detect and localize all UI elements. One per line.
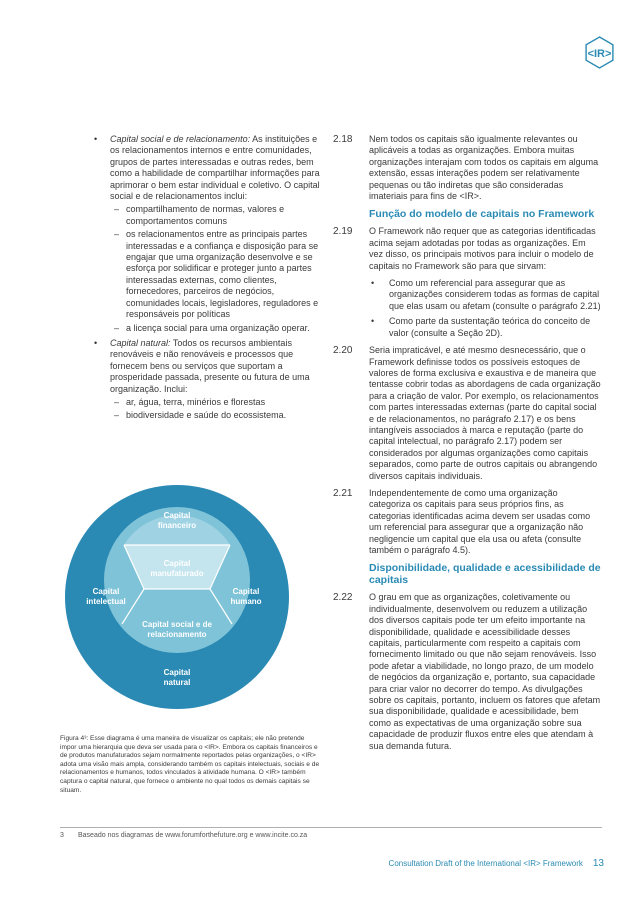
capitals-diagram xyxy=(60,484,322,712)
label-financeiro: Capital financeiro xyxy=(157,511,197,530)
paragraph-text: Seria impraticável, e até mesmo desnecessário, que o Framework definisse todos os possíveis estoques de valores de forma exclusiva e exaustiva e de maneira que tentasse cobrir todas as abordagens de cada organização para a criação de valor. Por exemplo, os relacionamentos com partes interessadas externas (parte do capital social e de relacionamentos, no parágrafo 2.17) e os bens intangíveis associados à marca e reputação (parte do capital intelectual, no parágrafo 2.17) podem ser considerados por algumas organizações como capitais separados, como parte de outros capitais ou abrangendo diversos capitais individuais. xyxy=(369,345,601,481)
list-item: – compartilhamento de normas, valores e comportamentos comuns xyxy=(110,204,322,227)
right-column xyxy=(333,134,601,758)
paragraph-text: Nem todos os capitais são igualmente relevantes ou aplicáveis a todas as organizações. Embora muitas organizações interajam com todos os capitais em alguma extensão, essas interações podem ser relativamente pequenas ou tão indiretas que são consideradas imateriais para fins de <IR>. xyxy=(369,134,599,202)
label-social: Capital social e de relacionamento xyxy=(142,620,212,639)
footnote xyxy=(60,832,307,839)
label-humano: Capital humano xyxy=(230,587,262,606)
paragraph-number: 2.18 xyxy=(333,134,353,145)
paragraph-text: O grau em que as organizações, coletivamente ou individualmente, desenvolvem ou reduzem a utilização dos diversos capitais pode ter um efeito importante na disponibilidade, qualidade e acessibilidade desses capitais, particularmente com respeito a capitais com fornecimento limitado ou que não sejam renováveis. Isso pode afetar a viabilidade, no longo prazo, de um modelo de negócios da organização e, portanto, sua capacidade para criar valor no decorrer do tempo. As divulgações sobre os capitais, portanto, incluem os fatores que afetam sua disponibilidade, qualidade e acessibilidade, bem como as expectativas de uma organização sobre sua capacidade de produzir fluxos entre eles que atendam à sua demanda futura. xyxy=(369,592,601,751)
paragraph-number: 2.22 xyxy=(333,592,353,604)
left-column xyxy=(60,134,322,426)
capitals-list xyxy=(60,134,322,422)
page-footer xyxy=(389,858,604,869)
paragraph-2-18 xyxy=(333,134,601,202)
section-heading: Função do modelo de capitais no Framework xyxy=(369,208,595,221)
footer-title: Consultation Draft of the International <IR> Framework xyxy=(388,859,583,868)
list-item: – biodiversidade e saúde do ecossistema. xyxy=(110,410,322,421)
list-item: – ar, água, terra, minérios e florestas xyxy=(110,397,322,408)
bullet-text: Todos os recursos ambientais renováveis e não renováveis e processos que fornecem bens ou serviços que suportam a prosperidade passada, presente ou futura de uma organização. Inclui: xyxy=(110,337,310,394)
section-heading: Disponibilidade, qualidade e acessibilidade de capitais xyxy=(369,562,601,587)
ir-logo-icon xyxy=(583,36,616,69)
svg-text:<IR>: <IR> xyxy=(587,48,612,60)
paragraph-text: O Framework não requer que as categorias identificadas acima sejam adotadas por todas as organizações. Em vez disso, os principais motivos para incluir o modelo de capitais no Framework são para que sirvam: xyxy=(369,226,596,271)
footnote-divider xyxy=(60,827,602,828)
paragraph-number: 2.21 xyxy=(333,487,353,499)
paragraph-number: 2.19 xyxy=(333,226,353,238)
bullet-title: Capital social e de relacionamento: xyxy=(110,134,251,144)
footnote-number: 3 xyxy=(60,832,64,839)
list-item: • Como um referencial para assegurar que as organizações considerem todas as formas de capital que elas usam ou afetam (consulte o parágrafo 2.21) xyxy=(369,278,601,312)
bullet-title: Capital natural: xyxy=(110,337,171,348)
bullet-text: As instituições e os relacionamentos internos e entre comunidades, grupos de partes interessadas e outras redes, bem como a habilidade de compartilhar informações para aprimorar o bem estar individual e coletivo. O capital social e de relacionamentos inclui: xyxy=(110,134,320,202)
list-item: • Como parte da sustentação teórica do conceito de valor (consulte a Seção 2D). xyxy=(369,316,601,339)
label-intelectual: Capital intelectual xyxy=(86,587,126,606)
paragraph-2-22 xyxy=(333,592,601,752)
list-item xyxy=(60,134,322,334)
sub-list xyxy=(110,204,322,333)
paragraph-2-20 xyxy=(333,345,601,482)
paragraph-number: 2.20 xyxy=(333,345,353,357)
paragraph-2-21 xyxy=(333,488,601,556)
list-item: – os relacionamentos entre as principais partes interessadas e a confiança e disposição para se engajar que uma organização desenvolve e se esforça por solidificar e proteger junto a partes interessadas externas, como clientes, fornecedores, parceiros de negócios, comunidades locais, legisladores, reguladores e responsáveis por políticas xyxy=(110,229,322,320)
paragraph-text: Independentemente de como uma organização categoriza os capitais para seus próprios fins, as categorias identificadas acima devem ser usadas como um referencial para assegurar que a organização não negligencie um capital que ela usa ou afeta (consulte também o parágrafo 4.5). xyxy=(369,487,591,555)
paragraph-2-19 xyxy=(333,226,601,272)
page-number: 13 xyxy=(592,858,604,869)
sub-list xyxy=(110,397,322,422)
list-item: – a licença social para uma organização operar. xyxy=(110,323,322,334)
figure-caption: Figura 4³: Esse diagrama é uma maneira de visualizar os capitais; ele não pretende impor uma hierarquia que deva ser usada para o <IR>. Embora os capitais financeiros e de produtos manufaturados sejam normalmente reportados pelas organizações, o <IR> adota uma visão mais ampla, considerando também os capitais intelectuais, sociais e de relacionamentos e humanos, todos vinculados à atividade humana. O <IR> também captura o capital natural, que fornece o ambiente no qual todos os demais capitais se situam. xyxy=(60,735,320,794)
purpose-list xyxy=(333,278,601,339)
list-item xyxy=(60,338,322,422)
label-manufaturado: Capital manufaturado xyxy=(150,559,204,578)
footnote-text: Baseado nos diagramas de www.forumforthefuture.org e www.incite.co.za xyxy=(78,832,308,839)
label-natural: Capital natural xyxy=(163,668,191,687)
